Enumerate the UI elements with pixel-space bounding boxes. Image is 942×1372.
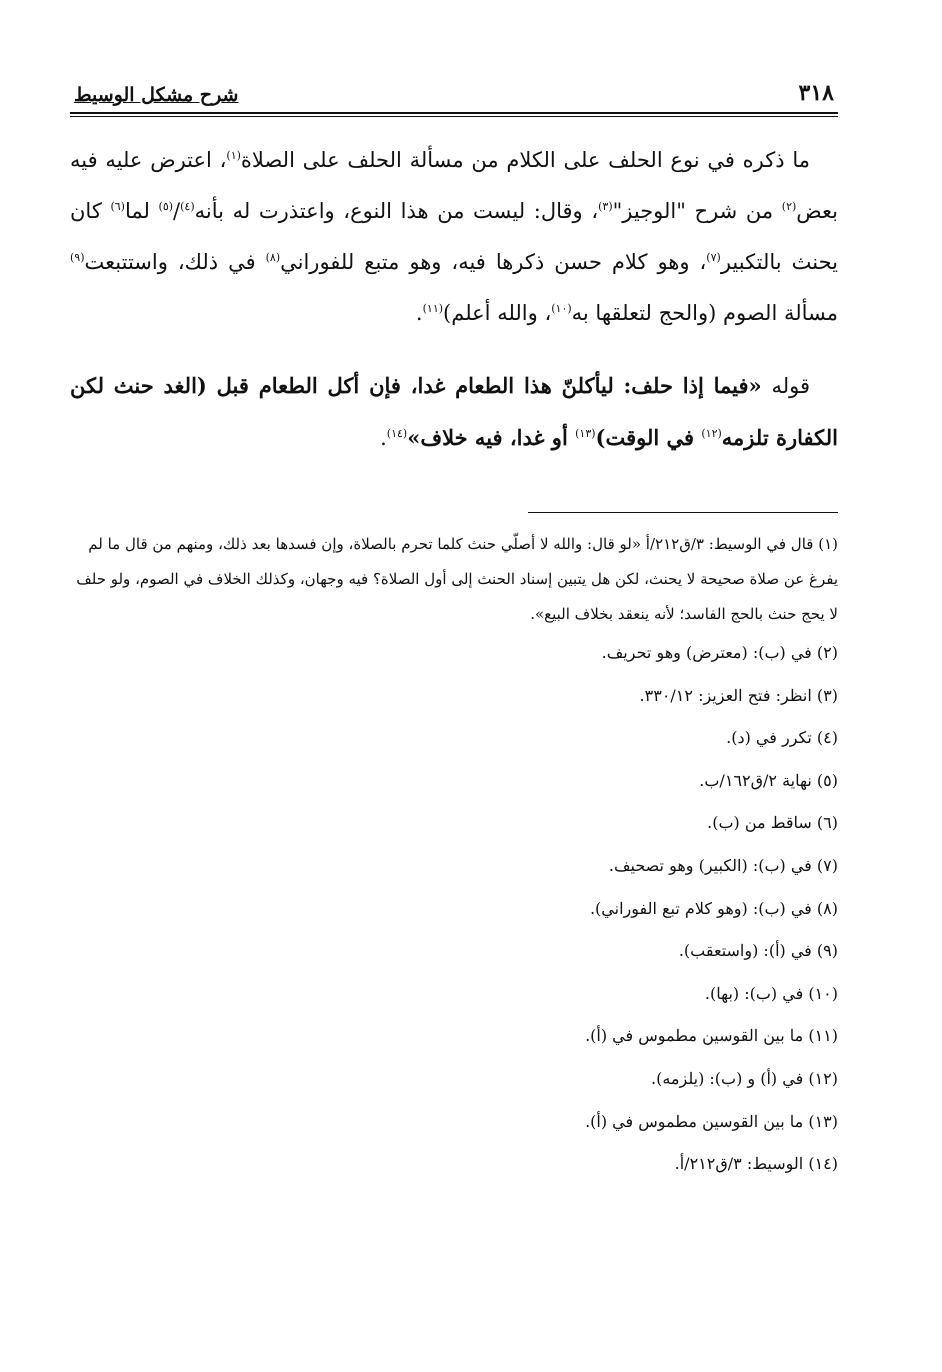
text-segment: / bbox=[173, 199, 181, 223]
footnote-item: (٤) تكرر في (د). bbox=[726, 728, 838, 748]
header-rule bbox=[70, 116, 838, 117]
footnote-item: (١٢) في (أ) و (ب): (يلزمه). bbox=[651, 1068, 838, 1088]
quoted-paragraph bbox=[70, 360, 838, 464]
text-segment: مسألة الصوم (والحج لتعلقها به bbox=[571, 301, 838, 325]
footnote-item: (٨) في (ب): (وهو كلام تبع الفوراني). bbox=[589, 898, 838, 918]
footnote-ref: (٥) bbox=[158, 200, 174, 213]
quote-segment: في الوقت) bbox=[595, 425, 702, 450]
text-segment: . bbox=[415, 301, 423, 325]
page-header bbox=[70, 80, 838, 114]
quote-segment: «فيما إذا حلف: ليأكلنّ هذا الطعام غدا، فإن أكل الطعام قبل (الغد حنث لكن الكفارة تلزمه bbox=[70, 373, 838, 450]
footnote-item: (٥) نهاية ٢/ق١٦٢/ب. bbox=[699, 770, 838, 790]
footnote-item: (١١) ما بين القوسين مطموس في (أ). bbox=[585, 1026, 838, 1046]
text-segment: كان يحنث بالتكبير bbox=[70, 199, 839, 274]
main-paragraph bbox=[70, 135, 838, 339]
text-segment: في ذلك، واستتبعت bbox=[84, 250, 266, 274]
footnote-ref: (١٢) bbox=[701, 427, 722, 440]
footnote-ref: (٨) bbox=[265, 251, 281, 264]
text-segment: ، وهو كلام حسن ذكرها فيه، وهو متبع للفوراني bbox=[280, 250, 707, 274]
page-number: ٣١٨ bbox=[798, 80, 834, 106]
footnote-ref: (٢) bbox=[781, 200, 797, 213]
text-segment: ما ذكره في نوع الحلف على الكلام من مسألة الحلف على الصلاة bbox=[240, 148, 810, 172]
footnote-ref: (٧) bbox=[706, 251, 721, 264]
quote-end: . bbox=[380, 426, 387, 450]
text-segment: ، والله أعلم) bbox=[443, 301, 552, 325]
footnote-item: (١٤) الوسيط: ٣/ق٢١٢/أ. bbox=[674, 1154, 838, 1174]
footnote-ref: (١) bbox=[226, 149, 241, 162]
footnote-ref: (٦) bbox=[110, 200, 125, 213]
quote-lead: قوله bbox=[771, 374, 811, 398]
footnote-item: (٢) في (ب): (معترض) وهو تحريف. bbox=[601, 643, 838, 662]
text-segment: ، وقال: ليست من هذا النوع، واعتذرت له بأنه bbox=[194, 199, 599, 223]
footnote-ref: (١٤) bbox=[386, 427, 408, 440]
footnote-item: (٧) في (ب): (الكبير) وهو تصحيف. bbox=[608, 855, 838, 875]
footnote-ref: (١٣) bbox=[575, 427, 596, 440]
footnote-1: (١) قال في الوسيط: ٣/ق٢١٢/أ «لو قال: والله لا أصلّي حنث كلما تحرم بالصلاة، وإن فسدها بعد ذلك، ومنهم من قال ما لم يفرغ عن صلاة صحيحة لا يحنث، لكن هل يتبين إسناد الحنث إلى أول الصلاة؟ فيه وجهان، وكذلك الخلاف في الصوم، ولو حلف لا يحج حنث بالحج الفاسد؛ لأنه ينعقد بخلاف البيع». bbox=[76, 535, 838, 623]
page bbox=[70, 80, 838, 1186]
quote-segment: أو غدا، فيه خلاف» bbox=[407, 425, 576, 450]
footnote-divider bbox=[528, 512, 838, 513]
footnote-item: (١٣) ما بين القوسين مطموس في (أ). bbox=[585, 1111, 838, 1131]
footnote-item: (٣) انظر: فتح العزيز: ٣٣٠/١٢. bbox=[639, 685, 838, 705]
text-segment: ، اعترض عليه فيه بعض bbox=[70, 148, 838, 223]
footnote-item: (٦) ساقط من (ب). bbox=[707, 813, 838, 833]
footnote-list bbox=[70, 632, 838, 1186]
footnote-item: (١٠) في (ب): (بها). bbox=[704, 983, 838, 1003]
footnote-ref: (١١) bbox=[422, 302, 444, 315]
footnote-item: (٩) في (أ): (واستعقب). bbox=[678, 941, 838, 961]
text-segment: من شرح "الوجيز" bbox=[612, 199, 782, 223]
footnote-ref: (٤) bbox=[180, 200, 195, 213]
text-segment: لما bbox=[124, 199, 159, 223]
running-title: شرح مشكل الوسيط bbox=[74, 84, 239, 106]
footnote-ref: (٩) bbox=[70, 251, 85, 264]
footnote-ref: (١٠) bbox=[551, 302, 572, 315]
footnote-ref: (٣) bbox=[598, 200, 613, 213]
